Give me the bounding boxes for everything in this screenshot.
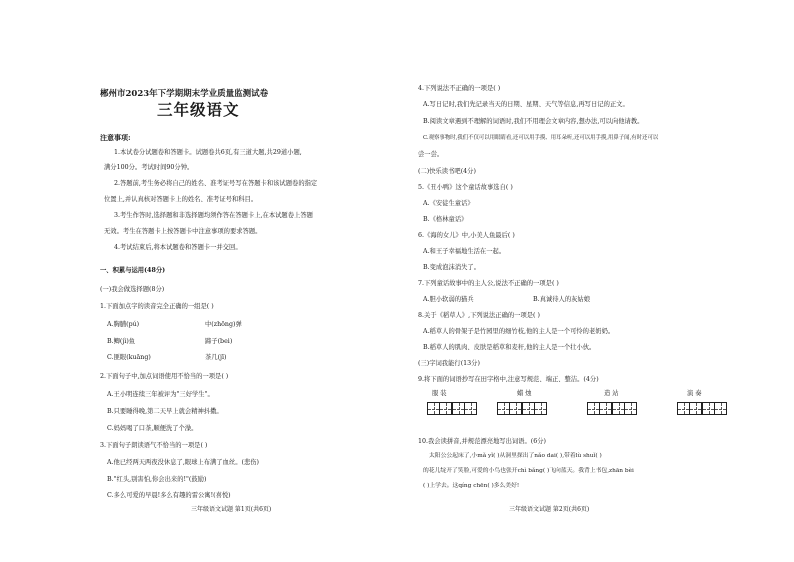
word-label: 造 站 <box>604 390 619 397</box>
question-stem: 8.关于《稻草人》,下列说法正确的一项是( ) <box>418 312 540 319</box>
question-option: B.鲫(jì)鱼 <box>107 338 136 345</box>
question-option: B.《格林童话》 <box>423 216 468 223</box>
notice-line: 无效。考生在答题卡上按答题卡中注意事项的要求答题。 <box>104 228 262 235</box>
notice-title: 注意事项: <box>100 133 131 142</box>
question-option: B."红头,别害怕,你会出来的!"(鼓励) <box>107 476 207 483</box>
question-stem: 2.下面句子中,加点词语使用不恰当的一项是( ) <box>100 373 229 380</box>
question-option: B.阅读文章遇到不理解的词语时,我们不用理会文章内容,想办法,可以向他请教。 <box>423 118 644 125</box>
page-footer: 三年级语文试题 第2页(共6页) <box>509 506 590 513</box>
question-option: C.多么可爱的早晨!多么有趣的雷公寓!(喜悦) <box>107 492 231 499</box>
notice-line: 满分100分。考试时间90分钟。 <box>104 164 194 171</box>
question-stem: 4.下列说法不正确的一项是( ) <box>418 85 501 92</box>
subsection-heading: (三)字词我能行(13分) <box>418 360 480 367</box>
exam-header: 郴州市2023年下学期期末学业质量监测试卷 <box>100 89 269 99</box>
question-stem: 1.下面加点字的读音完全正确的一组是( ) <box>100 303 214 310</box>
question-option: A.稻草人的骨架子是竹园里的细竹枝,他的主人是一个可怜的老奶奶。 <box>423 328 615 335</box>
question-option: B.稻草人的肌肉、皮肤是稻草和麦秆,他的主人是一个壮小伙。 <box>423 344 596 351</box>
question-option: 茶几(jī) <box>205 354 227 361</box>
page-footer: 三年级语文试题 第1页(共6页) <box>191 506 272 513</box>
question-option: A.他已经两天两夜没休息了,眼球上布满了血丝。(悲伤) <box>107 459 259 466</box>
question-option: C.观察事物时,我们不仅可以用眼睛看,还可以用手摸、用耳朵听,还可以用手摸,用鼻子闻,有时还可以 <box>423 135 659 141</box>
question-option: B.变成泡沫消失了。 <box>423 264 481 271</box>
notice-line: 位置上,并认真核对答题卡上的姓名、准考证号和科目。 <box>104 196 258 203</box>
pinyin-line: 的花儿绽开了笑脸,可爱的小鸟也张开chì bǎng( )飞向蓝天。我背上书包,zhān bèi <box>423 468 634 474</box>
notice-line: 3.考生作答时,选择题和非选择题均须作答在答题卡上,在本试题卷上答题 <box>114 212 313 219</box>
question-option: A.王小明连续三年被评为"三好学生"。 <box>107 391 214 398</box>
question-option: 蹄子(bei) <box>205 338 233 345</box>
subsection-heading: (二)快乐读书吧(4分) <box>418 168 476 175</box>
word-label: 演 奏 <box>687 390 702 397</box>
question-option: A.和王子幸福地生活在一起。 <box>423 248 506 255</box>
question-stem: 7.下列童话故事中的主人公,说法不正确的一项是( ) <box>418 280 559 287</box>
exam-page-right <box>397 0 794 562</box>
word-label: 蜡 烛 <box>517 390 532 397</box>
pinyin-line: 太阳公公起床了,小mǎ yǐ( )从洞里探出了nǎo dai( ),带着lù shuǐ( ) <box>429 453 602 459</box>
question-option: 尝一尝。 <box>418 151 444 158</box>
question-option: C.匪眼(kuāng) <box>107 354 151 361</box>
question-option: A.胆小软弱的猫兵 <box>423 296 474 303</box>
question-stem: 5.《丑小鸭》这个童话故事选自( ) <box>418 184 513 191</box>
pinyin-line: ( )上学去。这qíng chēn( )多么美好! <box>423 483 520 489</box>
section-heading: 一、积累与运用(48分) <box>100 267 166 274</box>
question-option: C.妈妈喝了口茶,顺便洗了个澡。 <box>107 425 198 432</box>
question-option: A.写日记时,我们先记录当天的日期、星期、天气等信息,再写日记的正文。 <box>423 101 629 108</box>
question-option: B.只要睡得晚,第二天早上就会精神抖擞。 <box>107 408 223 415</box>
question-option: 中(zhōng)弹 <box>205 321 242 328</box>
notice-line: 1.本试卷分试题卷和答题卡。试题卷共6页,有三道大题,共29道小题, <box>114 149 302 156</box>
word-label: 服 装 <box>432 390 447 397</box>
notice-line: 4.考试结束后,将本试题卷和答题卡一并交回。 <box>114 244 242 251</box>
notice-line: 2.答题前,考生务必将自己的姓名、准考证号写在答题卡和该试题卷的指定 <box>114 180 318 187</box>
exam-title: 三年级语文 <box>157 100 240 119</box>
question-stem: 10.我会读拼音,并规范漂亮地写出词语。(6分) <box>418 438 546 445</box>
question-option: B.真诚待人的灰姑娘 <box>533 296 591 303</box>
question-stem: 9.将下面的词语抄写在田字格中,注意写规范、端正、整洁。(4分) <box>418 376 599 383</box>
question-stem: 3.下面句子朗读语气不恰当的一项是( ) <box>100 442 208 449</box>
question-option: A.《安徒生童话》 <box>423 200 474 207</box>
question-option: A.胸脯(pú) <box>107 321 140 328</box>
subsection-heading: (一)我会做选择题(8分) <box>100 286 165 293</box>
question-stem: 6.《海的女儿》中,小美人鱼最后( ) <box>418 232 515 239</box>
